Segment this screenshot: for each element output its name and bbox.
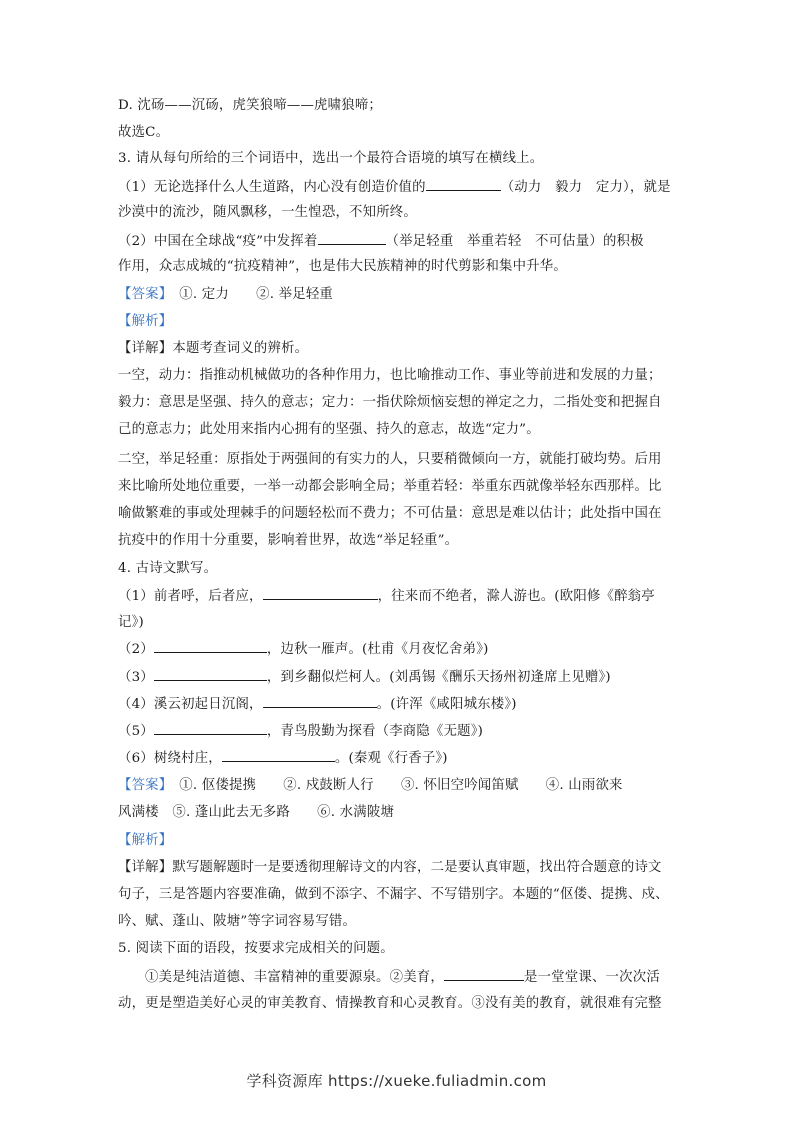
text-line: ①美是纯洁道德、丰富精神的重要源泉。②美育， 是一堂堂课、一次次活 — [145, 970, 660, 985]
text-line: 【详解】本题考查词义的辨析。 — [118, 341, 309, 356]
text-line: 一空，动力：指推动机械做功的各种作用力，也比喻推动工作、事业等前进和发展的力量； — [118, 368, 662, 383]
text-line: 抗疫中的作用十分重要，影响着世界，故选“举足轻重”。 — [118, 533, 459, 548]
answer-blank — [154, 722, 267, 735]
text-line: （2） ，边秋一雁声。(杜甫《月夜忆舍弟》) — [118, 642, 489, 657]
text-line: 己的意志力；此处用来指内心拥有的坚强、持久的意志，故选“定力”。 — [118, 422, 540, 437]
answer-blank — [154, 668, 267, 681]
answer-line: 【答案】 ①. 定力 ②. 举足轻重 — [118, 287, 333, 302]
text-line: 句子，三是答题内容要准确，做到不添字、不漏字、不写错别字。本题的“伛偻、提携、戍、 — [118, 887, 669, 902]
analysis-label: 【解析】 — [118, 833, 173, 848]
text-line: （1）无论选择什么人生道路，内心没有创造价值的 （动力 毅力 定力），就是 — [118, 180, 671, 195]
text-line: 毅力：意思是坚强、持久的意志；定力：一指伏除烦恼妄想的禅定之力，二指处变和把握自 — [118, 395, 662, 410]
question-4-title: 4. 古诗文默写。 — [118, 561, 218, 576]
text-line: 吟、赋、蓬山、陂塘”等字词容易写错。 — [118, 914, 357, 929]
text-line: 沙漠中的流沙，随风飘移，一生惶恐，不知所终。 — [118, 205, 417, 220]
answer-blank — [263, 587, 378, 600]
text-line: （2）中国在全球战“疫”中发挥着 （举足轻重 举重若轻 不可估量）的积极 — [118, 234, 644, 249]
answer-label: 【答案】 — [118, 287, 166, 302]
analysis-label: 【解析】 — [118, 314, 173, 329]
text-line: 喻做繁难的事或处理棘手的问题轻松而不费力；不可估量：意思是难以估计；此处指中国在 — [118, 506, 662, 521]
text-line: 故选C。 — [118, 125, 170, 140]
text-line: 风满楼 ⑤. 蓬山此去无多路 ⑥. 水满陂塘 — [118, 805, 395, 820]
footer-watermark: 学科资源库 https://xueke.fuliadmin.com — [246, 1072, 547, 1090]
text-line: 记》) — [118, 615, 144, 630]
answer-blank — [444, 968, 524, 981]
text-line: 作用，众志成城的“抗疫精神”，也是伟大民族精神的时代剪影和集中升华。 — [118, 259, 567, 274]
text-line: （6）树绕村庄， 。(秦观《行香子》) — [118, 751, 448, 766]
text-line: 【详解】默写题解题时一是要透彻理解诗文的内容，二是要认真审题，找出符合题意的诗文 — [118, 860, 662, 875]
answer-line: 【答案】 ①. 伛偻提携 ②. 戍鼓断人行 ③. 怀旧空吟闻笛赋 ④. 山雨欲来 — [118, 778, 623, 793]
question-3-title: 3. 请从每句所给的三个词语中，选出一个最符合语境的填写在横线上。 — [118, 151, 544, 166]
text-line: 二空，举足轻重：原指处于两强间的有实力的人，只要稍微倾向一方，就能打破均势。后用 — [118, 452, 662, 467]
answer-blank — [318, 232, 386, 245]
text-line: 动，更是塑造美好心灵的审美教育、情操教育和心灵教育。③没有美的教育，就很难有完整 — [118, 996, 662, 1011]
answer-blank — [426, 178, 501, 191]
answer-blank — [263, 695, 377, 708]
text-line: （4）溪云初起日沉阁， 。(许浑《咸阳城东楼》) — [118, 697, 517, 712]
text-line: （3） ，到乡翻似烂柯人。(刘禹锡《酬乐天扬州初逢席上见赠》) — [118, 670, 611, 685]
text-line: 来比喻所处地位重要，一举一动都会影响全局；举重若轻：举重东西就像举轻东西那样。比 — [118, 479, 662, 494]
answer-label: 【答案】 — [118, 778, 166, 793]
text-line: （1）前者呼，后者应， ，往来而不绝者，滁人游也。(欧阳修《醉翁亭 — [118, 589, 655, 604]
answer-blank — [154, 640, 267, 653]
text-line: D. 沈砀——沉砀，虎笑狼啼——虎啸狼啼； — [118, 98, 383, 113]
text-line: （5） ，青鸟殷勤为探看（李商隐《无题》) — [118, 724, 484, 739]
question-5-title: 5. 阅读下面的语段，按要求完成相关的问题。 — [118, 941, 394, 956]
answer-blank — [222, 749, 335, 762]
